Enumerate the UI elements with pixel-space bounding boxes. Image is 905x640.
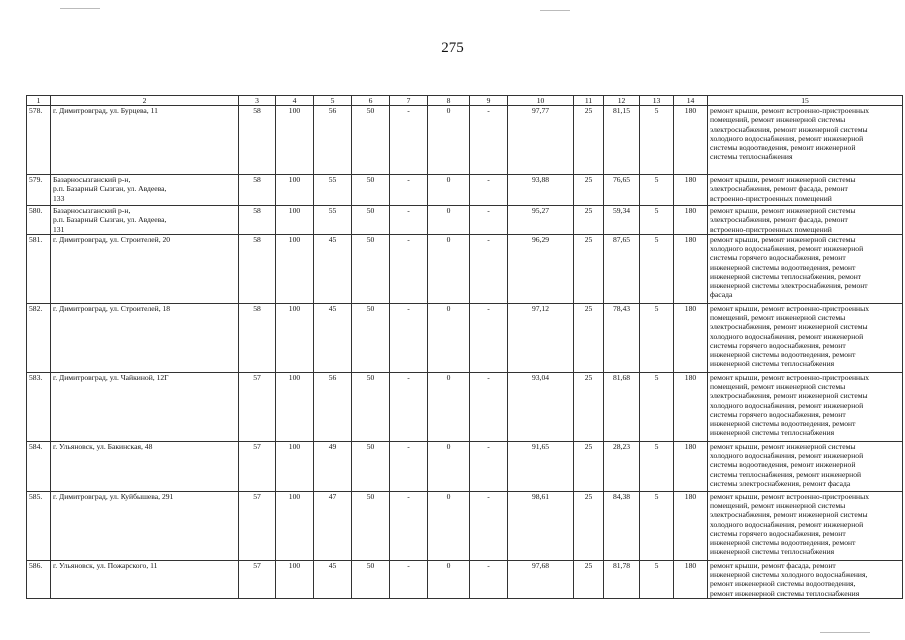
address-cell-line: Базарносызганский р-н, <box>53 206 131 215</box>
table-body <box>27 106 903 599</box>
value-cell-c9: - <box>470 175 508 206</box>
value-cell-c11: 25 <box>574 560 604 598</box>
value-cell-c5: 56 <box>314 372 352 441</box>
works-cell-line: ремонт крыши, ремонт инженерной системы <box>710 175 856 184</box>
works-cell-line: ремонт крыши, ремонт встроенно-пристроенных <box>710 303 870 313</box>
scan-artifact <box>540 10 570 11</box>
value-cell-c14: 180 <box>674 303 708 372</box>
address-cell <box>51 234 239 303</box>
column-header-8: 8 <box>428 96 470 106</box>
column-header-7: 7 <box>390 96 428 106</box>
value-cell-c4: 100 <box>276 206 314 235</box>
value-cell-c4: 100 <box>276 303 314 372</box>
works-cell-line: системы горячего водоснабжения, ремонт <box>710 528 846 538</box>
value-cell-c11: 25 <box>574 106 604 175</box>
works-cell <box>708 560 903 598</box>
value-cell-c13: 5 <box>640 303 674 372</box>
works-cell-line: помещений, ремонт инженерной системы <box>710 382 846 391</box>
works-cell-line: ремонт крыши, ремонт инженерной системы <box>710 441 856 451</box>
table-row <box>27 206 903 235</box>
page-number: 275 <box>441 40 464 56</box>
column-header-3: 3 <box>239 96 276 106</box>
value-cell-c11: 25 <box>574 206 604 235</box>
value-cell-c7: - <box>390 491 428 560</box>
works-cell-line: инженерной системы водоотведения, ремонт <box>710 350 856 359</box>
value-cell-c14: 180 <box>674 206 708 235</box>
value-cell-c4: 100 <box>276 175 314 206</box>
column-header-1: 1 <box>27 96 51 106</box>
value-cell-c7: - <box>390 372 428 441</box>
address-cell-line: р.п. Базарный Сызган, ул. Авдеева, <box>53 215 167 225</box>
value-cell-c11: 25 <box>574 491 604 560</box>
value-cell-c6: 50 <box>352 106 390 175</box>
value-cell-c8: 0 <box>428 303 470 372</box>
table-row <box>27 234 903 303</box>
value-cell-c6: 50 <box>352 372 390 441</box>
value-cell-c14: 180 <box>674 560 708 598</box>
works-cell-line: ремонт инженерной системы водоотведения, <box>710 579 856 589</box>
value-cell-c6: 50 <box>352 560 390 598</box>
value-cell-c13: 5 <box>640 560 674 598</box>
works-cell-line: системы горячего водоснабжения, ремонт <box>710 253 846 263</box>
value-cell-c7: - <box>390 234 428 303</box>
address-cell <box>51 175 239 206</box>
value-cell-c9: - <box>470 372 508 441</box>
value-cell-c6: 50 <box>352 206 390 235</box>
works-cell-line: помещений, ремонт инженерной системы <box>710 501 846 510</box>
row-number: 584. <box>27 441 51 491</box>
value-cell-c3: 57 <box>239 560 276 598</box>
works-cell <box>708 303 903 372</box>
works-cell-line: электроснабжения, ремонт инженерной системы <box>710 124 868 134</box>
works-cell-line: инженерной системы водоотведения, ремонт <box>710 262 856 272</box>
address-cell-line: г. Димитровград, ул. Строителей, 18 <box>53 303 171 313</box>
value-cell-c13: 5 <box>640 491 674 560</box>
scan-artifact <box>820 632 870 633</box>
value-cell-c6: 50 <box>352 175 390 206</box>
value-cell-c13: 5 <box>640 206 674 235</box>
header-row <box>27 96 903 106</box>
works-cell-line: инженерной системы электроснабжения, ремонт <box>710 281 868 290</box>
value-cell-c9: - <box>470 206 508 235</box>
value-cell-c13: 5 <box>640 234 674 303</box>
address-cell <box>51 206 239 235</box>
value-cell-c12: 81,15 <box>604 106 640 175</box>
works-cell-line: ремонт крыши, ремонт встроенно-пристроенных <box>710 491 870 501</box>
row-number: 580. <box>27 206 51 235</box>
row-number: 582. <box>27 303 51 372</box>
scan-artifact <box>60 8 100 9</box>
works-cell-line: системы горячего водоснабжения, ремонт <box>710 409 846 419</box>
works-cell-line: системы водоотведения, ремонт инженерной <box>710 143 856 152</box>
works-cell-line: ремонт инженерной системы теплоснабжения <box>710 588 860 598</box>
value-cell-c7: - <box>390 106 428 175</box>
table-row <box>27 303 903 372</box>
works-cell-line: холодного водоснабжения, ремонт инженерной <box>710 244 864 253</box>
value-cell-c5: 45 <box>314 303 352 372</box>
works-cell-line: инженерной системы теплоснабжения <box>710 428 835 438</box>
works-cell-line: электроснабжения, ремонт инженерной системы <box>710 510 868 520</box>
value-cell-c12: 87,65 <box>604 234 640 303</box>
works-cell <box>708 234 903 303</box>
works-cell <box>708 106 903 175</box>
value-cell-c5: 45 <box>314 234 352 303</box>
value-cell-c6: 50 <box>352 234 390 303</box>
value-cell-c7: - <box>390 560 428 598</box>
address-cell <box>51 491 239 560</box>
value-cell-c4: 100 <box>276 106 314 175</box>
table-row <box>27 560 903 598</box>
value-cell-c10: 96,29 <box>508 234 574 303</box>
works-cell <box>708 491 903 560</box>
value-cell-c10: 97,12 <box>508 303 574 372</box>
works-cell-line: встроенно-пристроенных помещений <box>710 224 832 234</box>
value-cell-c7: - <box>390 175 428 206</box>
value-cell-c13: 5 <box>640 372 674 441</box>
address-cell-line: 133 <box>53 193 65 203</box>
table-row <box>27 491 903 560</box>
value-cell-c5: 55 <box>314 175 352 206</box>
value-cell-c11: 25 <box>574 372 604 441</box>
column-header-9: 9 <box>470 96 508 106</box>
works-table <box>26 95 903 599</box>
address-cell-line: 131 <box>53 224 65 234</box>
column-header-2: 2 <box>51 96 239 106</box>
works-cell <box>708 206 903 235</box>
works-cell-line: холодного водоснабжения, ремонт инженерной <box>710 400 864 410</box>
value-cell-c10: 91,65 <box>508 441 574 491</box>
works-cell <box>708 372 903 441</box>
works-cell-line: системы электроснабжения, ремонт фасада <box>710 478 851 488</box>
value-cell-c9: - <box>470 441 508 491</box>
works-cell-line: ремонт крыши, ремонт встроенно-пристроенных <box>710 106 870 115</box>
address-cell <box>51 372 239 441</box>
address-cell-line: г. Димитровград, ул. Бурцева, 11 <box>53 106 158 115</box>
value-cell-c10: 93,04 <box>508 372 574 441</box>
works-cell-line: холодного водоснабжения, ремонт инженерной <box>710 133 864 143</box>
value-cell-c3: 58 <box>239 234 276 303</box>
value-cell-c12: 84,38 <box>604 491 640 560</box>
row-number: 579. <box>27 175 51 206</box>
value-cell-c5: 45 <box>314 560 352 598</box>
value-cell-c14: 180 <box>674 175 708 206</box>
address-cell-line: г. Ульяновск, ул. Бакинская, 48 <box>53 441 153 451</box>
value-cell-c8: 0 <box>428 441 470 491</box>
column-header-15: 15 <box>708 96 903 106</box>
value-cell-c12: 78,43 <box>604 303 640 372</box>
row-number: 581. <box>27 234 51 303</box>
table-row <box>27 441 903 491</box>
value-cell-c7: - <box>390 303 428 372</box>
value-cell-c4: 100 <box>276 560 314 598</box>
works-cell <box>708 441 903 491</box>
value-cell-c12: 81,68 <box>604 372 640 441</box>
value-cell-c5: 47 <box>314 491 352 560</box>
row-number: 583. <box>27 372 51 441</box>
table-row <box>27 175 903 206</box>
value-cell-c9: - <box>470 234 508 303</box>
value-cell-c9: - <box>470 106 508 175</box>
value-cell-c8: 0 <box>428 106 470 175</box>
value-cell-c3: 58 <box>239 106 276 175</box>
value-cell-c11: 25 <box>574 303 604 372</box>
value-cell-c5: 56 <box>314 106 352 175</box>
value-cell-c5: 49 <box>314 441 352 491</box>
value-cell-c4: 100 <box>276 234 314 303</box>
value-cell-c14: 180 <box>674 106 708 175</box>
value-cell-c14: 180 <box>674 372 708 441</box>
value-cell-c7: - <box>390 206 428 235</box>
value-cell-c8: 0 <box>428 491 470 560</box>
column-header-12: 12 <box>604 96 640 106</box>
value-cell-c3: 58 <box>239 303 276 372</box>
value-cell-c8: 0 <box>428 234 470 303</box>
address-cell <box>51 303 239 372</box>
value-cell-c14: 180 <box>674 441 708 491</box>
value-cell-c12: 28,23 <box>604 441 640 491</box>
works-cell-line: встроенно-пристроенных помещений <box>710 193 832 203</box>
value-cell-c8: 0 <box>428 206 470 235</box>
value-cell-c8: 0 <box>428 175 470 206</box>
table-row <box>27 106 903 175</box>
value-cell-c13: 5 <box>640 106 674 175</box>
address-cell <box>51 441 239 491</box>
value-cell-c5: 55 <box>314 206 352 235</box>
works-cell-line: холодного водоснабжения, ремонт инженерной <box>710 331 864 341</box>
works-cell-line: помещений, ремонт инженерной системы <box>710 313 846 322</box>
works-cell-line: инженерной системы теплоснабжения <box>710 547 835 557</box>
value-cell-c8: 0 <box>428 372 470 441</box>
works-cell-line: инженерной системы теплоснабжения, ремонт <box>710 271 862 281</box>
column-header-10: 10 <box>508 96 574 106</box>
works-cell <box>708 175 903 206</box>
works-cell-line: системы горячего водоснабжения, ремонт <box>710 340 846 350</box>
address-cell-line: г. Димитровград, ул. Строителей, 20 <box>53 234 171 244</box>
value-cell-c10: 98,61 <box>508 491 574 560</box>
column-header-5: 5 <box>314 96 352 106</box>
value-cell-c10: 97,68 <box>508 560 574 598</box>
works-cell-line: системы водоотведения, ремонт инженерной <box>710 460 856 470</box>
value-cell-c4: 100 <box>276 441 314 491</box>
works-cell-line: ремонт крыши, ремонт инженерной системы <box>710 234 856 244</box>
table-row <box>27 372 903 441</box>
column-header-11: 11 <box>574 96 604 106</box>
address-cell-line: г. Димитровград, ул. Куйбышева, 291 <box>53 491 174 501</box>
works-cell-line: инженерной системы холодного водоснабжения, <box>710 570 868 579</box>
works-cell-line: системы теплоснабжения, ремонт инженерной <box>710 469 862 479</box>
column-header-6: 6 <box>352 96 390 106</box>
value-cell-c7: - <box>390 441 428 491</box>
value-cell-c4: 100 <box>276 491 314 560</box>
value-cell-c11: 25 <box>574 175 604 206</box>
works-cell-line: системы теплоснабжения <box>710 152 793 162</box>
address-cell-line: Базарносызганский р-н, <box>53 175 131 184</box>
works-cell-line: фасада <box>710 290 733 300</box>
value-cell-c12: 81,78 <box>604 560 640 598</box>
row-number: 586. <box>27 560 51 598</box>
row-number: 578. <box>27 106 51 175</box>
address-cell <box>51 560 239 598</box>
works-cell-line: ремонт крыши, ремонт инженерной системы <box>710 206 856 215</box>
works-cell-line: электроснабжения, ремонт инженерной системы <box>710 322 868 332</box>
value-cell-c10: 97,77 <box>508 106 574 175</box>
value-cell-c3: 57 <box>239 441 276 491</box>
works-cell-line: электроснабжения, ремонт инженерной системы <box>710 391 868 401</box>
column-header-4: 4 <box>276 96 314 106</box>
value-cell-c3: 58 <box>239 206 276 235</box>
value-cell-c11: 25 <box>574 441 604 491</box>
works-cell-line: холодного водоснабжения, ремонт инженерной <box>710 519 864 529</box>
value-cell-c9: - <box>470 560 508 598</box>
column-header-13: 13 <box>640 96 674 106</box>
value-cell-c6: 50 <box>352 441 390 491</box>
works-cell-line: электроснабжения, ремонт фасада, ремонт <box>710 184 848 194</box>
value-cell-c6: 50 <box>352 491 390 560</box>
value-cell-c13: 5 <box>640 175 674 206</box>
works-cell-line: ремонт крыши, ремонт фасада, ремонт <box>710 560 836 570</box>
works-cell-line: инженерной системы теплоснабжения <box>710 359 835 369</box>
value-cell-c10: 93,88 <box>508 175 574 206</box>
address-cell-line: г. Димитровград, ул. Чайкиной, 12Г <box>53 372 169 382</box>
value-cell-c8: 0 <box>428 560 470 598</box>
value-cell-c10: 95,27 <box>508 206 574 235</box>
value-cell-c14: 180 <box>674 491 708 560</box>
value-cell-c3: 57 <box>239 491 276 560</box>
value-cell-c4: 100 <box>276 372 314 441</box>
value-cell-c9: - <box>470 491 508 560</box>
value-cell-c14: 180 <box>674 234 708 303</box>
works-cell-line: электроснабжения, ремонт фасада, ремонт <box>710 215 848 225</box>
address-cell-line: г. Ульяновск, ул. Пожарского, 11 <box>53 560 158 570</box>
value-cell-c11: 25 <box>574 234 604 303</box>
works-cell-line: ремонт крыши, ремонт встроенно-пристроенных <box>710 372 870 382</box>
value-cell-c6: 50 <box>352 303 390 372</box>
value-cell-c3: 57 <box>239 372 276 441</box>
value-cell-c9: - <box>470 303 508 372</box>
works-cell-line: инженерной системы водоотведения, ремонт <box>710 419 856 428</box>
value-cell-c12: 76,65 <box>604 175 640 206</box>
address-cell <box>51 106 239 175</box>
value-cell-c13: 5 <box>640 441 674 491</box>
address-cell-line: р.п. Базарный Сызган, ул. Авдеева, <box>53 184 167 194</box>
works-cell-line: инженерной системы водоотведения, ремонт <box>710 538 856 547</box>
column-header-14: 14 <box>674 96 708 106</box>
works-cell-line: помещений, ремонт инженерной системы <box>710 115 846 125</box>
value-cell-c12: 59,34 <box>604 206 640 235</box>
value-cell-c3: 58 <box>239 175 276 206</box>
works-cell-line: холодного водоснабжения, ремонт инженерной <box>710 451 864 460</box>
row-number: 585. <box>27 491 51 560</box>
